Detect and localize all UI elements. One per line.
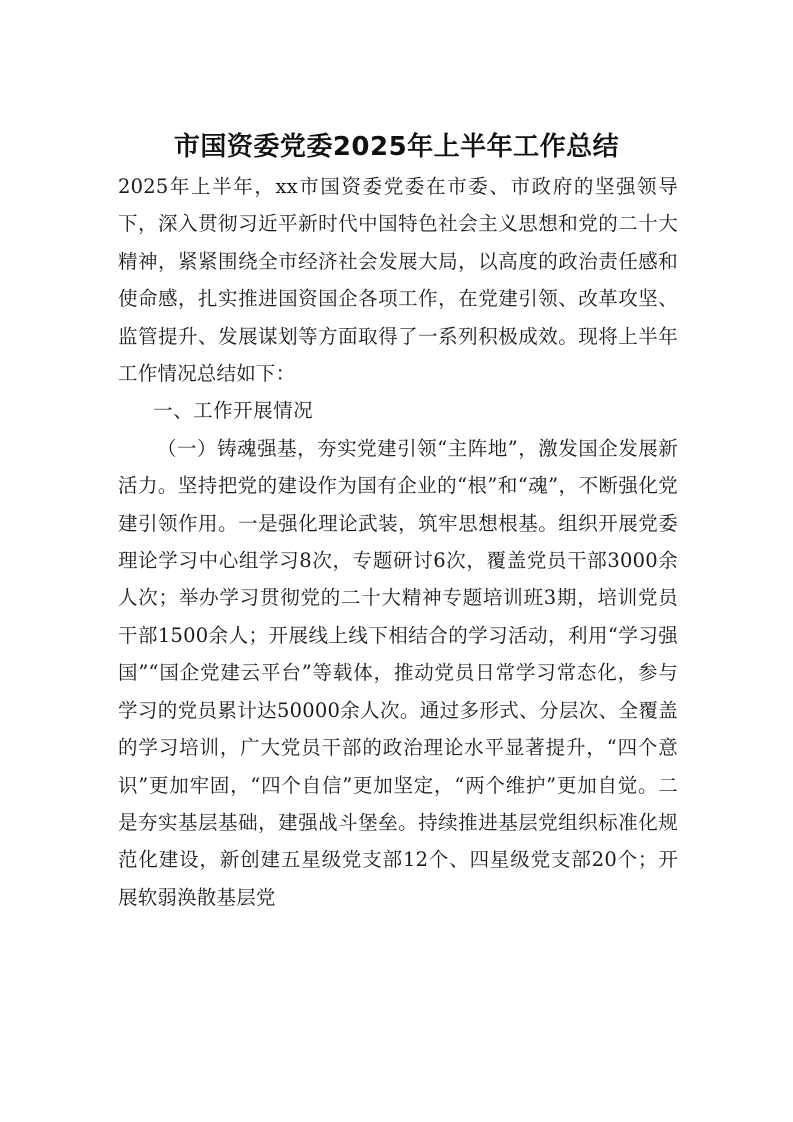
section-heading: 一、工作开展情况 (153, 399, 314, 423)
document-title: 市国资委党委2025年上半年工作总结 (173, 132, 620, 162)
document-body (118, 168, 678, 916)
intro-paragraph: 2025年上半年，xx市国资委党委在市委、市政府的坚强领导下，深入贯彻习近平新时代中国特色社会主义思想和党的二十大精神，紧紧围绕全市经济社会发展大局，以高度的政治责任感和使命感，扎实推进国资国企各项工作，在党建引领、改革攻坚、监管提升、发展谋划等方面取得了一系列积极成效。现将上半年工作情况总结如下： (118, 175, 678, 386)
section-one-paragraph: （一）铸魂强基，夯实党建引领“主阵地”，激发国企发展新活力。坚持把党的建设作为国有企业的“根”和“魂”，不断强化党建引领作用。一是强化理论武装，筑牢思想根基。组织开展党委理论学习中心组学习8次，专题研讨6次，覆盖党员干部3000余人次；举办学习贯彻党的二十大精神专题培训班3期，培训党员干部1500余人；开展线上线下相结合的学习活动，利用“学习强国”“国企党建云平台”等载体，推动党员日常学习常态化，参与学习的党员累计达50000余人次。通过多形式、分层次、全覆盖的学习培训，广大党员干部的政治理论水平显著提升，“四个意识”更加牢固，“四个自信”更加坚定，“两个维护”更加自觉。二是夯实基层基础，建强战斗堡垒。持续推进基层党组织标准化规范化建设，新创建五星级党支部12个、四星级党支部20个；开展软弱涣散基层党 (118, 436, 678, 909)
